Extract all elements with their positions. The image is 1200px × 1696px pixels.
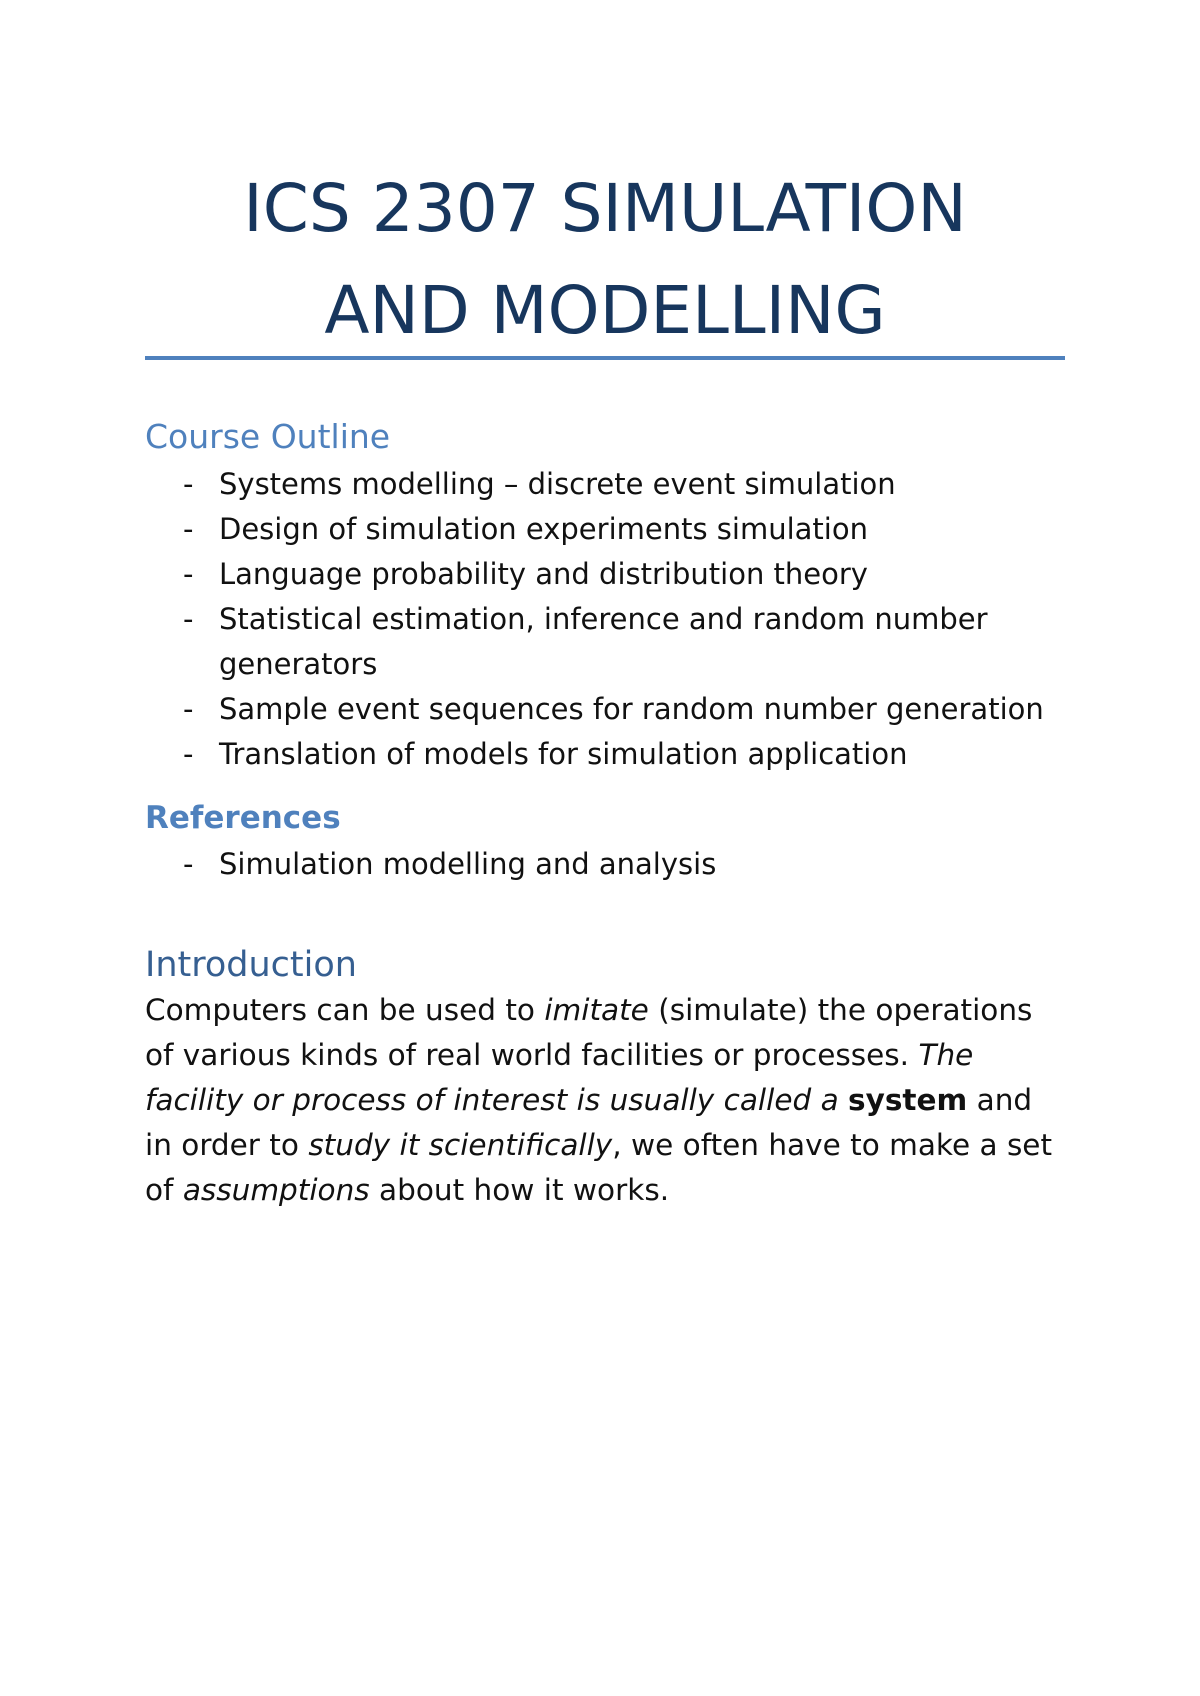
list-item-text: Language probability and distribution theory (219, 557, 868, 591)
list-item-text: Design of simulation experiments simulation (219, 512, 868, 546)
intro-emphasis-imitate: imitate (544, 993, 649, 1027)
list-item-text: Translation of models for simulation application (219, 737, 908, 771)
dash-marker: - (183, 512, 194, 546)
document-title (145, 158, 1065, 362)
introduction-heading: Introduction (145, 945, 357, 985)
title-line-2: AND MODELLING (324, 272, 886, 349)
intro-emphasis-assumptions: assumptions (182, 1173, 370, 1207)
dash-marker: - (183, 847, 194, 881)
intro-text: Computers can be used to (145, 993, 545, 1027)
intro-text: , we often have to make a set of (145, 1128, 1053, 1207)
title-line-1: ICS 2307 SIMULATION (243, 170, 967, 247)
intro-emphasis-study: study it scientifically (308, 1128, 613, 1162)
course-outline-list (145, 462, 1065, 777)
list-item (145, 507, 1079, 552)
list-item (145, 732, 1079, 777)
intro-text: and in order to (145, 1083, 1033, 1162)
intro-emphasis-sentence: The facility or process of interest is usually called a (145, 1038, 974, 1117)
list-item-text: Simulation modelling and analysis (219, 847, 717, 881)
dash-marker: - (183, 692, 194, 726)
dash-marker: - (183, 602, 194, 636)
references-heading: References (145, 800, 341, 836)
list-item (145, 687, 1079, 732)
list-item (145, 552, 1079, 597)
introduction-paragraph (145, 988, 1065, 1213)
list-item-text: Systems modelling – discrete event simulation (219, 467, 896, 501)
list-item-text: Statistical estimation, inference and random number generators (219, 602, 988, 681)
list-item (145, 462, 1079, 507)
intro-text: about how it works. (369, 1173, 670, 1207)
intro-text: (simulate) the operations of various kinds of real world facilities or processes. (145, 993, 1033, 1072)
list-item-text: Sample event sequences for random number generation (219, 692, 1044, 726)
references-list (145, 842, 1065, 887)
list-item (145, 842, 1079, 887)
intro-bold-system: system (848, 1083, 968, 1117)
dash-marker: - (183, 467, 194, 501)
dash-marker: - (183, 737, 194, 771)
list-item (145, 597, 1079, 687)
title-underline-rule (145, 356, 1065, 360)
dash-marker: - (183, 557, 194, 591)
course-outline-heading: Course Outline (145, 417, 391, 456)
